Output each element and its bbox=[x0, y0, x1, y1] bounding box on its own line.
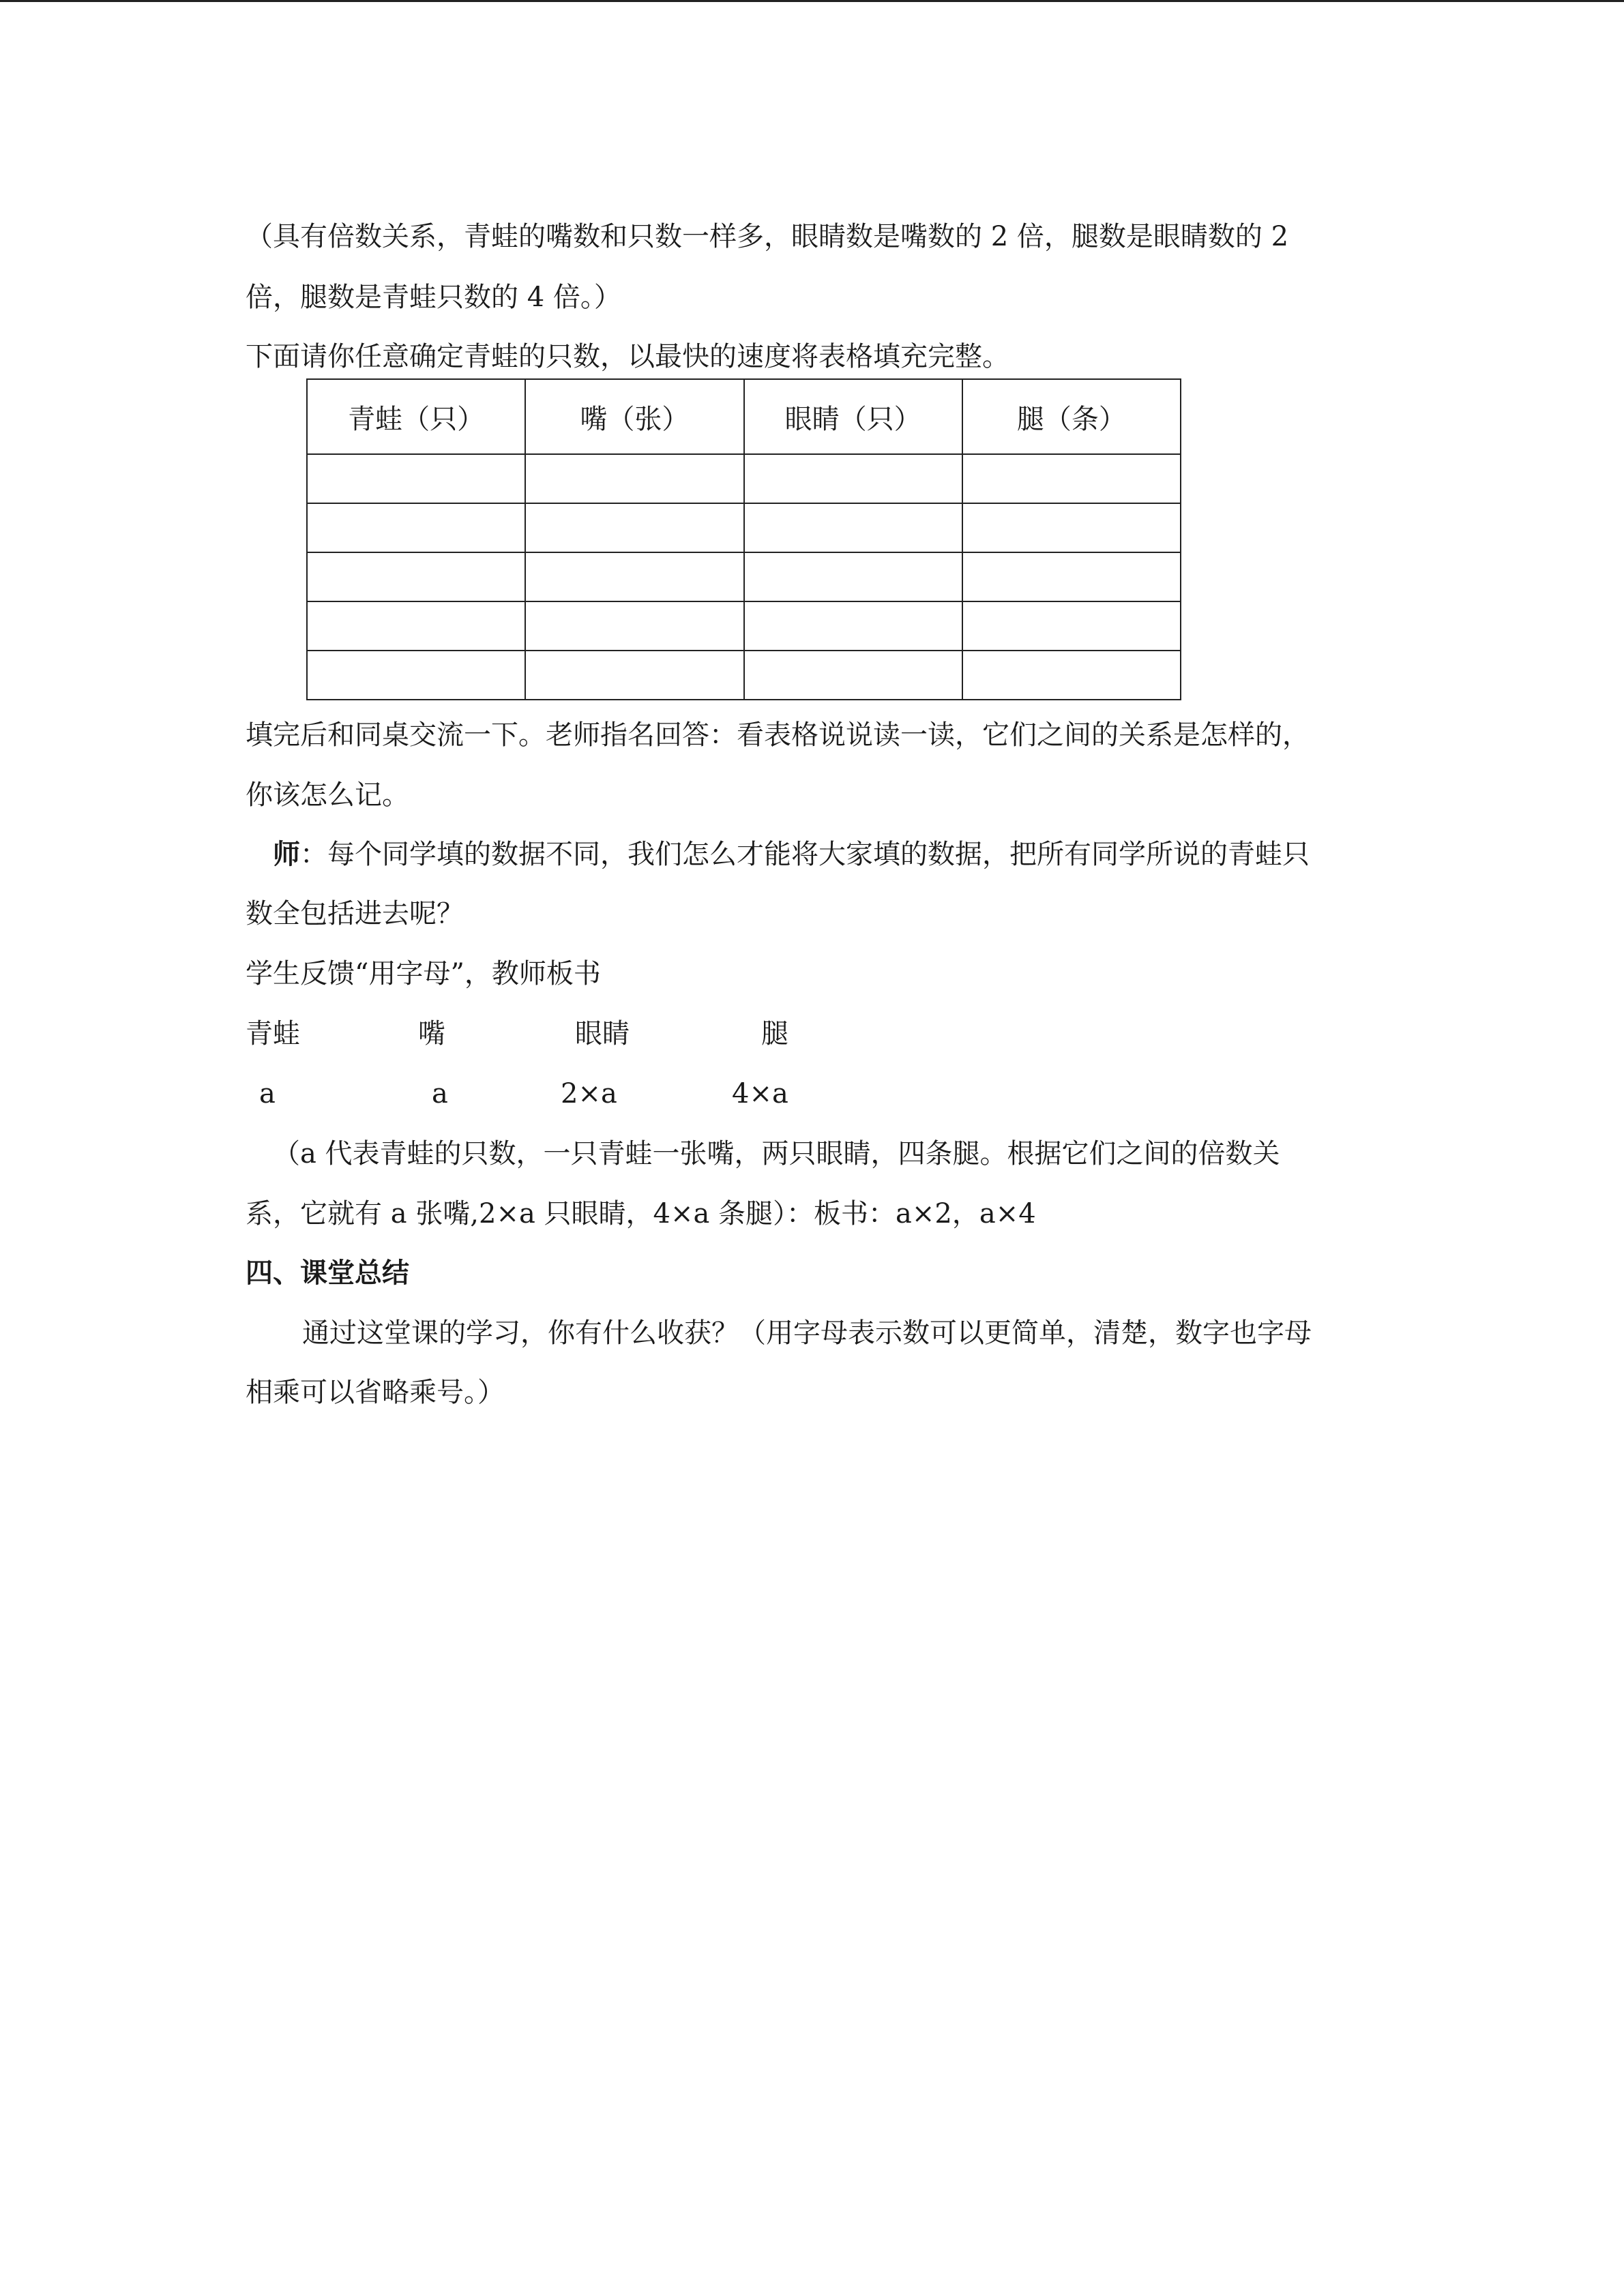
board-expression-mouth: a bbox=[432, 1078, 448, 1109]
frog-table bbox=[306, 378, 1181, 700]
table-cell bbox=[744, 651, 962, 700]
table-header-mouths: 嘴（张） bbox=[525, 379, 743, 454]
table-cell bbox=[525, 552, 743, 601]
paragraph-multiple-relation-line1: （具有倍数关系，青蛙的嘴数和只数一样多，眼睛数是嘴数的 2 倍，腿数是眼睛数的 2 bbox=[246, 221, 1289, 252]
board-expression-eyes: 2×a bbox=[561, 1078, 617, 1109]
table-cell bbox=[962, 454, 1181, 503]
board-expression-frog: a bbox=[259, 1078, 276, 1109]
table-cell bbox=[525, 651, 743, 700]
paragraph-explanation-line2: 系，它就有 a 张嘴,2×a 只眼睛，4×a 条腿）：板书：a×2，a×4 bbox=[246, 1198, 1036, 1229]
table-cell bbox=[307, 454, 525, 503]
board-label-eyes: 眼睛 bbox=[575, 1018, 630, 1049]
table-cell bbox=[525, 503, 743, 552]
paragraph-explanation-line1: （a 代表青蛙的只数，一只青蛙一张嘴，两只眼睛，四条腿。根据它们之间的倍数关 bbox=[273, 1138, 1280, 1169]
table-cell bbox=[525, 601, 743, 651]
paragraph-multiple-relation-line2: 倍，腿数是青蛙只数的 4 倍。） bbox=[246, 282, 621, 313]
teacher-question-text: ：每个同学填的数据不同，我们怎么才能将大家填的数据，把所有同学所说的青蛙只 bbox=[300, 839, 1310, 870]
paragraph-teacher-question-line1 bbox=[273, 835, 1310, 874]
table-cell bbox=[744, 552, 962, 601]
paragraph-summary-line2: 相乘可以省略乘号。） bbox=[246, 1377, 505, 1408]
table-row bbox=[307, 651, 1181, 700]
paragraph-table-instruction: 下面请你任意确定青蛙的只数，以最快的速度将表格填充完整。 bbox=[246, 341, 1009, 372]
table-header-legs: 腿（条） bbox=[962, 379, 1181, 454]
board-label-mouth: 嘴 bbox=[418, 1018, 445, 1049]
table-cell bbox=[307, 552, 525, 601]
table-cell bbox=[962, 651, 1181, 700]
paragraph-teacher-question-line2: 数全包括进去呢？ bbox=[246, 898, 464, 929]
table-header-row bbox=[307, 379, 1181, 454]
table-cell bbox=[962, 552, 1181, 601]
teacher-label: 师 bbox=[273, 838, 300, 870]
paragraph-student-feedback: 学生反馈“用字母”，教师板书 bbox=[246, 958, 601, 989]
table-cell bbox=[307, 503, 525, 552]
table-cell bbox=[962, 503, 1181, 552]
table-cell bbox=[744, 454, 962, 503]
board-label-legs: 腿 bbox=[761, 1018, 788, 1049]
paragraph-discussion-line2: 你该怎么记。 bbox=[246, 779, 409, 811]
board-label-frog: 青蛙 bbox=[246, 1018, 300, 1049]
table-cell bbox=[744, 503, 962, 552]
section-heading-summary: 四、课堂总结 bbox=[246, 1257, 409, 1289]
paragraph-summary-line1: 通过这堂课的学习，你有什么收获？（用字母表示数可以更简单，清楚，数字也字母 bbox=[302, 1317, 1312, 1349]
board-expression-legs: 4×a bbox=[732, 1078, 788, 1109]
paragraph-discussion-line1: 填完后和同桌交流一下。老师指名回答：看表格说说读一读，它们之间的关系是怎样的， bbox=[246, 719, 1310, 751]
table-cell bbox=[744, 601, 962, 651]
table-cell bbox=[307, 601, 525, 651]
table-row bbox=[307, 503, 1181, 552]
table-row bbox=[307, 601, 1181, 651]
table-row bbox=[307, 454, 1181, 503]
table-header-eyes: 眼睛（只） bbox=[744, 379, 962, 454]
table-cell bbox=[525, 454, 743, 503]
table-row bbox=[307, 552, 1181, 601]
table-cell bbox=[307, 651, 525, 700]
table-header-frogs: 青蛙（只） bbox=[307, 379, 525, 454]
table-cell bbox=[962, 601, 1181, 651]
